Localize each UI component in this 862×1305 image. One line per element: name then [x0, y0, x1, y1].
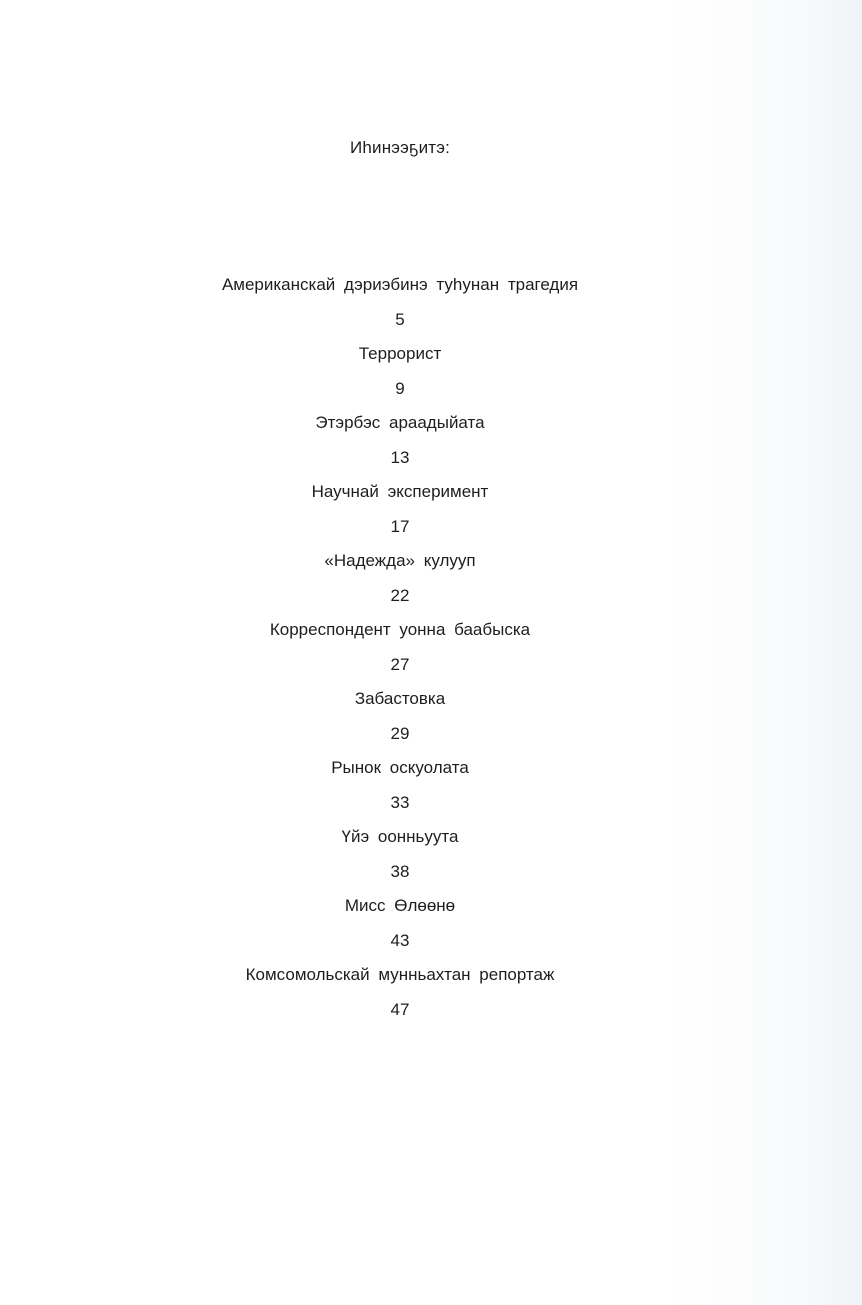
toc-entry-title: Этэрбэс араадыйата [315, 413, 485, 432]
toc-entry [0, 343, 800, 412]
toc-entry-page-number: 43 [390, 931, 410, 950]
toc-entry-page-number: 17 [390, 517, 410, 536]
toc-entry-title: Корреспондент уонна баабыска [269, 620, 531, 639]
toc-entry [0, 895, 800, 964]
toc-entry [0, 274, 800, 343]
toc-heading: Иhинээҕитэ: [349, 138, 451, 157]
toc-entry [0, 757, 800, 826]
toc-entry-page-number: 33 [390, 793, 410, 812]
toc-entry-page-number: 29 [390, 724, 410, 743]
toc-entry-page-number: 27 [390, 655, 410, 674]
toc-entry [0, 964, 800, 1033]
toc-entry [0, 412, 800, 481]
toc-entry [0, 481, 800, 550]
toc-entry-title: Американскай дэриэбинэ туhунан трагедия [221, 275, 579, 294]
toc-entry-page-number: 5 [395, 310, 405, 329]
toc-entry-page-number: 9 [395, 379, 405, 398]
toc-entry-page-number: 22 [390, 586, 410, 605]
toc-entry-page-number: 38 [390, 862, 410, 881]
toc-entry-title: Комсомольскай мунньахтан репортаж [245, 965, 555, 984]
toc-entry [0, 826, 800, 895]
table-of-contents [0, 274, 800, 1033]
toc-entry-title: «Надежда» кулууп [324, 551, 476, 570]
toc-entry-page-number: 13 [390, 448, 410, 467]
toc-entry-title: Үйэ оонньуута [341, 827, 459, 846]
toc-entry-page-number: 47 [390, 1000, 410, 1019]
toc-entry-title: Террорист [358, 344, 442, 363]
toc-entry [0, 619, 800, 688]
toc-entry-title: Научнай эксперимент [311, 482, 489, 501]
toc-entry [0, 688, 800, 757]
toc-entry-title: Забастовка [354, 689, 446, 708]
toc-entry-title: Рынок оскуолата [331, 758, 469, 777]
toc-entry [0, 550, 800, 619]
toc-entry-title: Мисс Өлөөнө [344, 896, 456, 915]
